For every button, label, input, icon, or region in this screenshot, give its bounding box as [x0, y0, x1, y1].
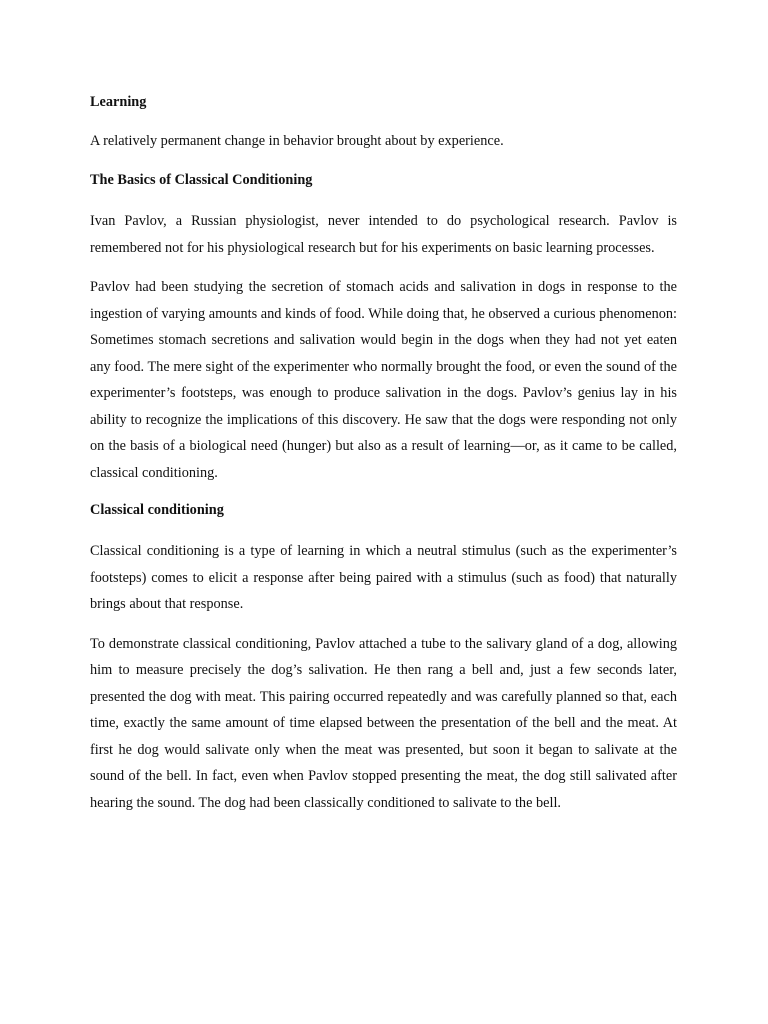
- paragraph-pavlov-experiment: To demonstrate classical conditioning, Pavlov attached a tube to the salivary gland of a dog, allowing him to measure precisely the dog’s salivation. He then rang a bell and, just a few seconds later, presented the dog with meat. This pairing occurred repeatedly and was carefully planned so that, each time, exactly the same amount of time elapsed between the presentation of the bell and the meat. At first he dog would salivate only when the meat was presented, but soon it began to salivate at the sound of the bell. In fact, even when Pavlov stopped presenting the meat, the dog still salivated after hearing the sound. The dog had been classically conditioned to salivate to the bell.: [90, 635, 677, 811]
- learning-definition: A relatively permanent change in behavior brought about by experience.: [90, 133, 504, 149]
- paragraph-pavlov-discovery: Pavlov had been studying the secretion of stomach acids and salivation in dogs in response to the ingestion of varying amounts and kinds of food. While doing that, he observed a curious phenomenon: Sometimes stomach secretions and salivation would begin in the dogs when they had not yet eaten any food. The mere sight of the experimenter who normally brought the food, or even the sound of the experimenter’s footsteps, was enough to produce salivation in the dogs. Pavlov’s genius lay in his ability to recognize the implications of this discovery. He saw that the dogs were responding not only on the basis of a biological need (hunger) but also as a result of learning—or, as it came to be called, classical conditioning.: [90, 279, 677, 481]
- heading-basics-classical-conditioning: The Basics of Classical Conditioning: [90, 172, 313, 188]
- heading-classical-conditioning: Classical conditioning: [90, 502, 224, 518]
- document-page: [90, 91, 677, 829]
- paragraph-classical-definition: Classical conditioning is a type of learning in which a neutral stimulus (such as the experimenter’s footsteps) comes to elicit a response after being paired with a stimulus (such as food) that naturally brings about that response.: [90, 543, 677, 612]
- heading-learning: Learning: [90, 94, 147, 110]
- paragraph-pavlov-intro: Ivan Pavlov, a Russian physiologist, never intended to do psychological research. Pavlov is remembered not for his physiological research but for his experiments on basic learning processes.: [90, 213, 677, 256]
